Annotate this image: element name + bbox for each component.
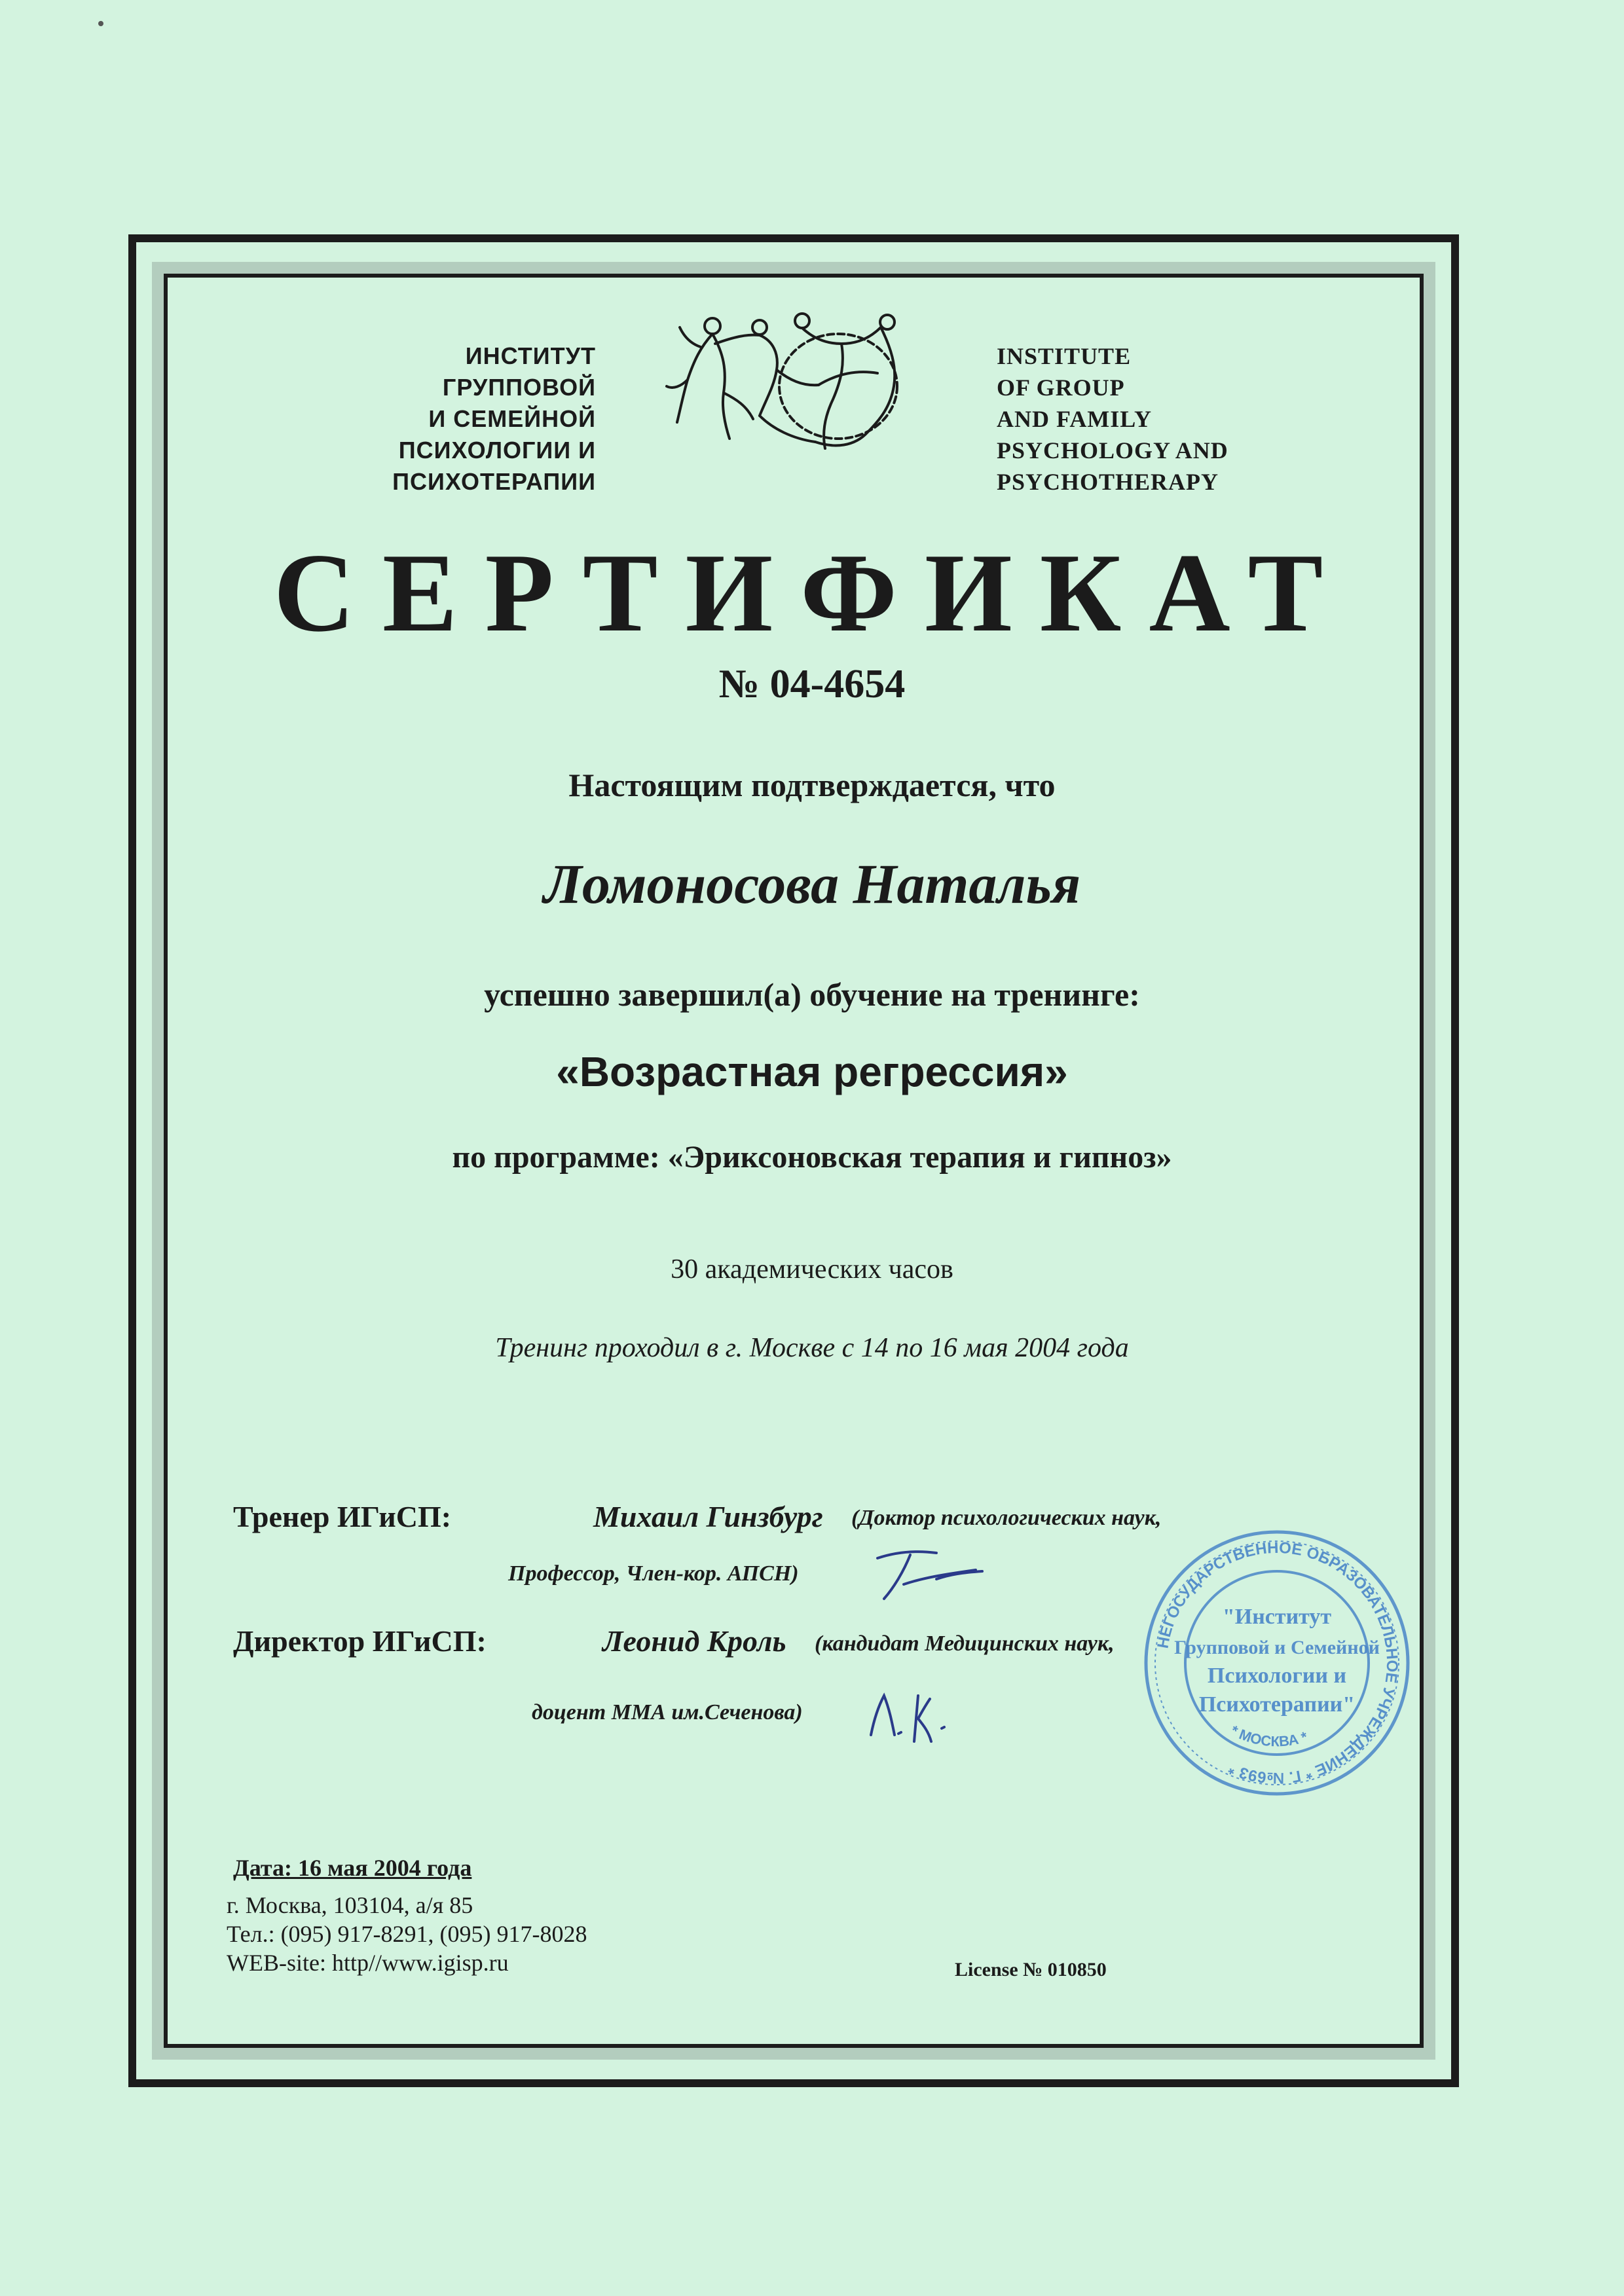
website-line: WEB-site: http//www.igisp.ru [227,1950,509,1976]
round-stamp-icon [1139,1525,1414,1800]
hours-text: 30 академических часов [671,1254,953,1285]
stamp-center-line: Психотерапии" [1198,1692,1356,1717]
certificate-title: СЕРТИФИКАТ [273,531,1351,655]
phone-line: Тел.: (095) 917-8291, (095) 917-8028 [227,1921,587,1947]
program-text: по программе: «Эриксоновская терапия и гипноз» [452,1140,1172,1175]
institute-ru-line: ГРУППОВОЙ [442,374,596,401]
trainer-role: Тренер ИГиСП: [233,1500,452,1533]
trainer-credentials-1: (Доктор психологических наук, [851,1506,1162,1530]
institute-ru-line: И СЕМЕЙНОЙ [428,405,596,432]
director-signature-icon [858,1683,969,1755]
address-block [227,1891,587,1977]
issue-date: Дата: 16 мая 2004 года [233,1855,472,1881]
institute-ru-line: ПСИХОЛОГИИ И [398,437,596,464]
director-name: Леонид Кроль [602,1624,786,1658]
place-text: Тренинг проходил в г. Москве с 14 по 16 мая 2004 года [495,1333,1129,1363]
director-role: Директор ИГиСП: [233,1624,487,1658]
address-line: г. Москва, 103104, а/я 85 [227,1892,473,1918]
recipient-name: Ломоносова Наталья [543,852,1081,915]
stamp-center-line: "Институт [1222,1605,1332,1629]
director-credentials-1: (кандидат Медицинских наук, [815,1631,1115,1656]
institute-en-line: PSYCHOLOGY AND [997,437,1228,464]
dancing-figures-logo-icon [661,308,923,471]
license-number: License № 010850 [955,1959,1107,1980]
trainer-name: Михаил Гинзбург [593,1500,823,1533]
stamp-ring-text: НЕГОСУДАРСТВЕННОЕ ОБРАЗОВАТЕЛЬНОЕ УЧРЕЖДЕНИЕ * Г. №693 * [1154,1539,1401,1787]
institute-ru-line: ПСИХОТЕРАПИИ [392,468,596,495]
scan-dot [98,21,103,26]
stamp-center-line: Групповой и Семейной [1174,1637,1380,1658]
confirm-text: Настоящим подтверждается, что [568,767,1056,803]
institute-en-line: PSYCHOTHERAPY [997,469,1219,495]
institute-en-line: INSTITUTE [997,343,1132,369]
trainer-signature-icon [864,1539,995,1604]
institute-name-ru [341,340,596,498]
completed-text: успешно завершил(а) обучение на тренинге: [484,976,1140,1013]
training-title: «Возрастная регрессия» [556,1048,1068,1095]
certificate-number: № 04-4654 [718,662,906,706]
trainer-credentials-2: Профессор, Член-кор. АПСН) [508,1561,799,1586]
stamp-bottom-text: * МОСКВА * [1228,1722,1310,1750]
director-credentials-2: доцент ММА им.Сеченова) [532,1700,803,1724]
institute-ru-line: ИНСТИТУТ [465,342,596,369]
institute-en-line: AND FAMILY [997,406,1153,432]
stamp-center-line: Психологии и [1207,1664,1347,1688]
institute-en-line: OF GROUP [997,374,1125,401]
institute-name-en [997,340,1298,498]
